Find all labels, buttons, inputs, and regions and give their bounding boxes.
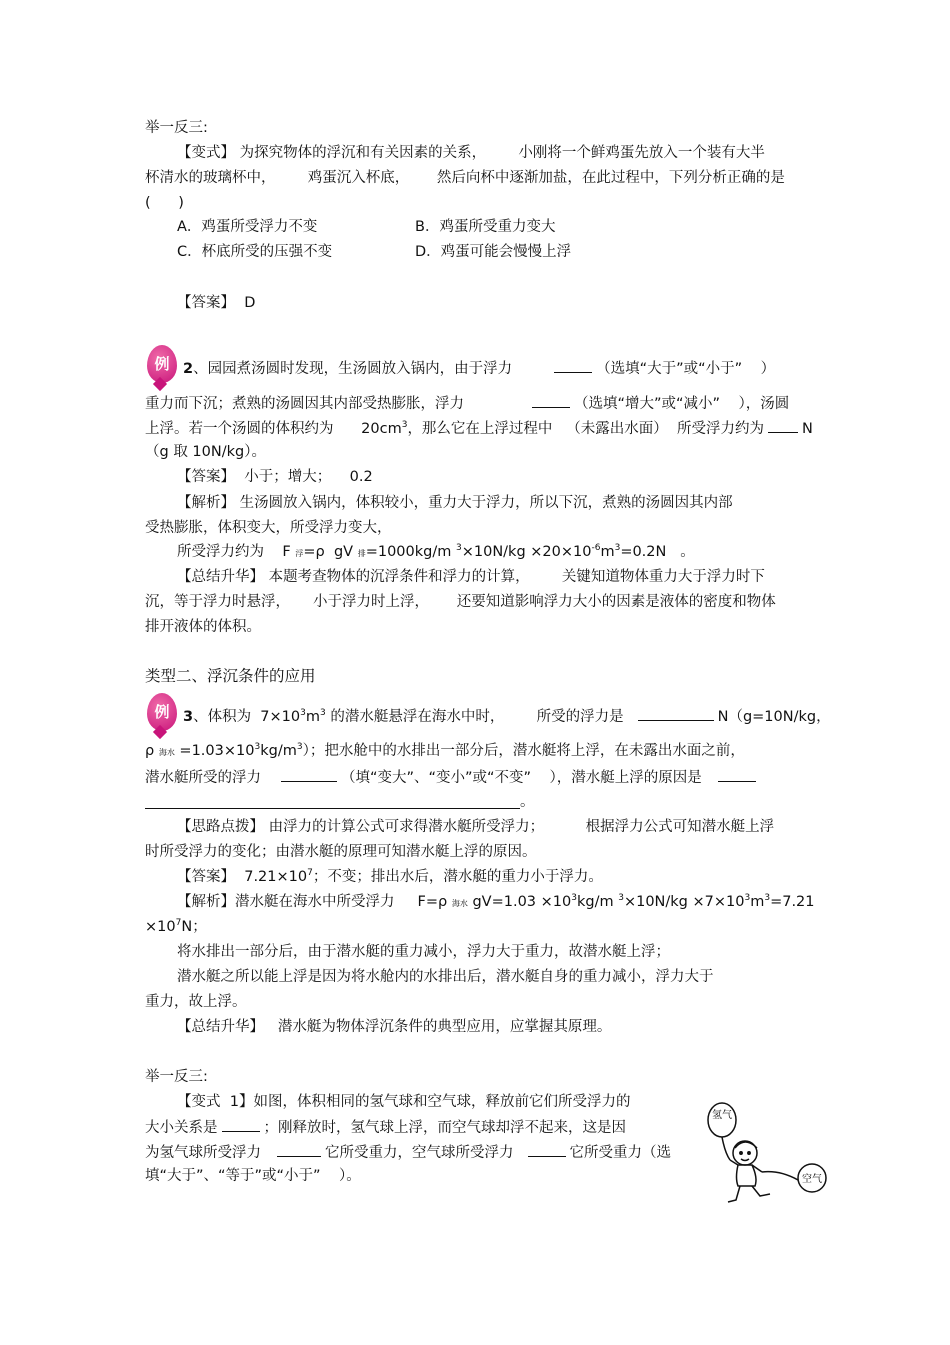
fill-blank[interactable] <box>281 769 337 782</box>
hint-line: 【思路点拨】 由浮力的计算公式可求得潜水艇所受浮力； 根据浮力公式可知潜水艇上浮 <box>177 819 775 835</box>
analysis-line: $\times 10^7N$； <box>145 918 207 935</box>
formula-line: 所受浮力约为 F 浮=ρ gV 排=1000kg/m $^3\times 10N/kg \times 20\times 10^{-6}m^3=0.2N$ 。 <box>177 543 695 560</box>
fill-blank[interactable] <box>532 395 570 408</box>
variant-text-line: 【变式】 为探究物体的浮沉和有关因素的关系， 小刚将一个鲜鸡蛋先放入一个装有大半 <box>177 145 765 161</box>
analysis-line: 【解析】 生汤圆放入锅内，体积较小，重力大于浮力，所以下沉，煮熟的汤圆因其内部 <box>177 495 733 511</box>
balloon1-label: 氢气 <box>712 1110 732 1121</box>
fill-blank[interactable] <box>554 360 592 373</box>
variant-text-line: 【变式 1】如图，体积相同的氢气球和空气球，释放前它们所受浮力的 <box>177 1094 631 1110</box>
example3-line3: 潜水艇所受的浮力 （填“变大”、“变小”或“不变” ），潜水艇上浮的原因是 <box>145 769 760 786</box>
example-badge: 例 <box>147 345 177 383</box>
analysis-line: 【解析】潜水艇在海水中所受浮力 F=ρ 海水 $gV=1.03 \times 10^3kg/m$ $^3\times 10N/kg \times 7\times 10^3m^3=7.21$ <box>177 893 815 910</box>
fill-blank[interactable] <box>718 769 756 782</box>
option-b: B．鸡蛋所受重力变大 <box>415 219 556 235</box>
fill-blank-long[interactable] <box>145 808 520 809</box>
summary-line: 【总结升华】 本题考查物体的沉浮条件和浮力的计算， 关键知道物体重力大于浮力时下 <box>177 569 765 585</box>
example2-line4: （g 取 10N/kg）。 <box>145 444 266 460</box>
period: 。 <box>520 794 535 810</box>
summary-line: 沉，等于浮力时悬浮， 小于浮力时上浮， 还要知道影响浮力大小的因素是液体的密度和物体 <box>145 594 776 610</box>
example3-line1: 3、体积为 $7\times 10^3m^3$ 的潜水艇悬浮在海水中时， 所受的浮力是 N（g=10N/kg， <box>183 708 831 725</box>
fill-blank[interactable] <box>222 1119 260 1132</box>
balloon2-label: 空气 <box>802 1174 822 1185</box>
variant-text-line: 杯清水的玻璃杯中， 鸡蛋沉入杯底， 然后向杯中逐渐加盐，在此过程中，下列分析正确的是 <box>145 170 785 186</box>
example2-line1: 2、园园煮汤圆时发现，生汤圆放入锅内，由于浮力 （选填“大于”或“小于” ） <box>183 361 776 377</box>
analysis-line: 重力，故上浮。 <box>145 994 247 1010</box>
analysis-line: 潜水艇之所以能上浮是因为将水舱内的水排出后，潜水艇自身的重力减小，浮力大于 <box>177 969 714 985</box>
answer-line: 【答案】 $7.21\times 10^7$；不变；排出水后，潜水艇的重力小于浮力。 <box>177 868 603 885</box>
option-a: A．鸡蛋所受浮力不变 <box>177 219 318 235</box>
variant-text-line: 填“大于”、“等于”或“小于” ）。 <box>145 1168 361 1184</box>
fill-blank[interactable] <box>277 1144 321 1157</box>
example-badge: 例 <box>147 693 177 731</box>
practice-heading-1: 举一反三: <box>145 120 208 136</box>
answer-paren: ( ) <box>145 195 184 211</box>
summary-line: 【总结升华】 潜水艇为物体浮沉条件的典型应用，应掌握其原理。 <box>177 1019 612 1035</box>
balloon-child-illustration <box>700 1098 835 1210</box>
fill-blank[interactable] <box>768 420 798 433</box>
answer-line: 【答案】 小于；增大； 0.2 <box>177 469 373 485</box>
fill-blank[interactable] <box>528 1144 566 1157</box>
practice-heading-2: 举一反三: <box>145 1069 208 1085</box>
fill-blank[interactable] <box>638 708 714 721</box>
hint-line: 时所受浮力的变化；由潜水艇的原理可知潜水艇上浮的原因。 <box>145 844 537 860</box>
option-c: C．杯底所受的压强不变 <box>177 244 333 260</box>
section-heading: 类型二、浮沉条件的应用 <box>145 667 316 685</box>
option-d: D．鸡蛋可能会慢慢上浮 <box>415 244 572 260</box>
answer-line: 【答案】 D <box>177 295 256 311</box>
example3-line2: ρ 海水 $=1.03\times 10^3kg/m^3$）；把水舱中的水排出一部分后，潜水艇将上浮，在未露出水面之前， <box>145 742 745 759</box>
summary-line: 排开液体的体积。 <box>145 619 261 635</box>
example2-line2: 重力而下沉；煮熟的汤圆因其内部受热膨胀，浮力 （选填“增大”或“减小” ），汤圆 <box>145 396 790 412</box>
example2-line3: 上浮。若一个汤圆的体积约为 $20cm^3$，那么它在上浮过程中 （未露出水面） 所受浮力约为 N <box>145 420 813 437</box>
variant-text-line: 为氢气球所受浮力 它所受重力，空气球所受浮力 它所受重力（选 <box>145 1145 671 1161</box>
analysis-line: 受热膨胀，体积变大，所受浮力变大， <box>145 520 392 536</box>
analysis-line: 将水排出一部分后，由于潜水艇的重力减小，浮力大于重力，故潜水艇上浮； <box>177 944 670 960</box>
variant-text-line: 大小关系是 ；刚释放时，氢气球上浮，而空气球却浮不起来，这是因 <box>145 1120 626 1136</box>
